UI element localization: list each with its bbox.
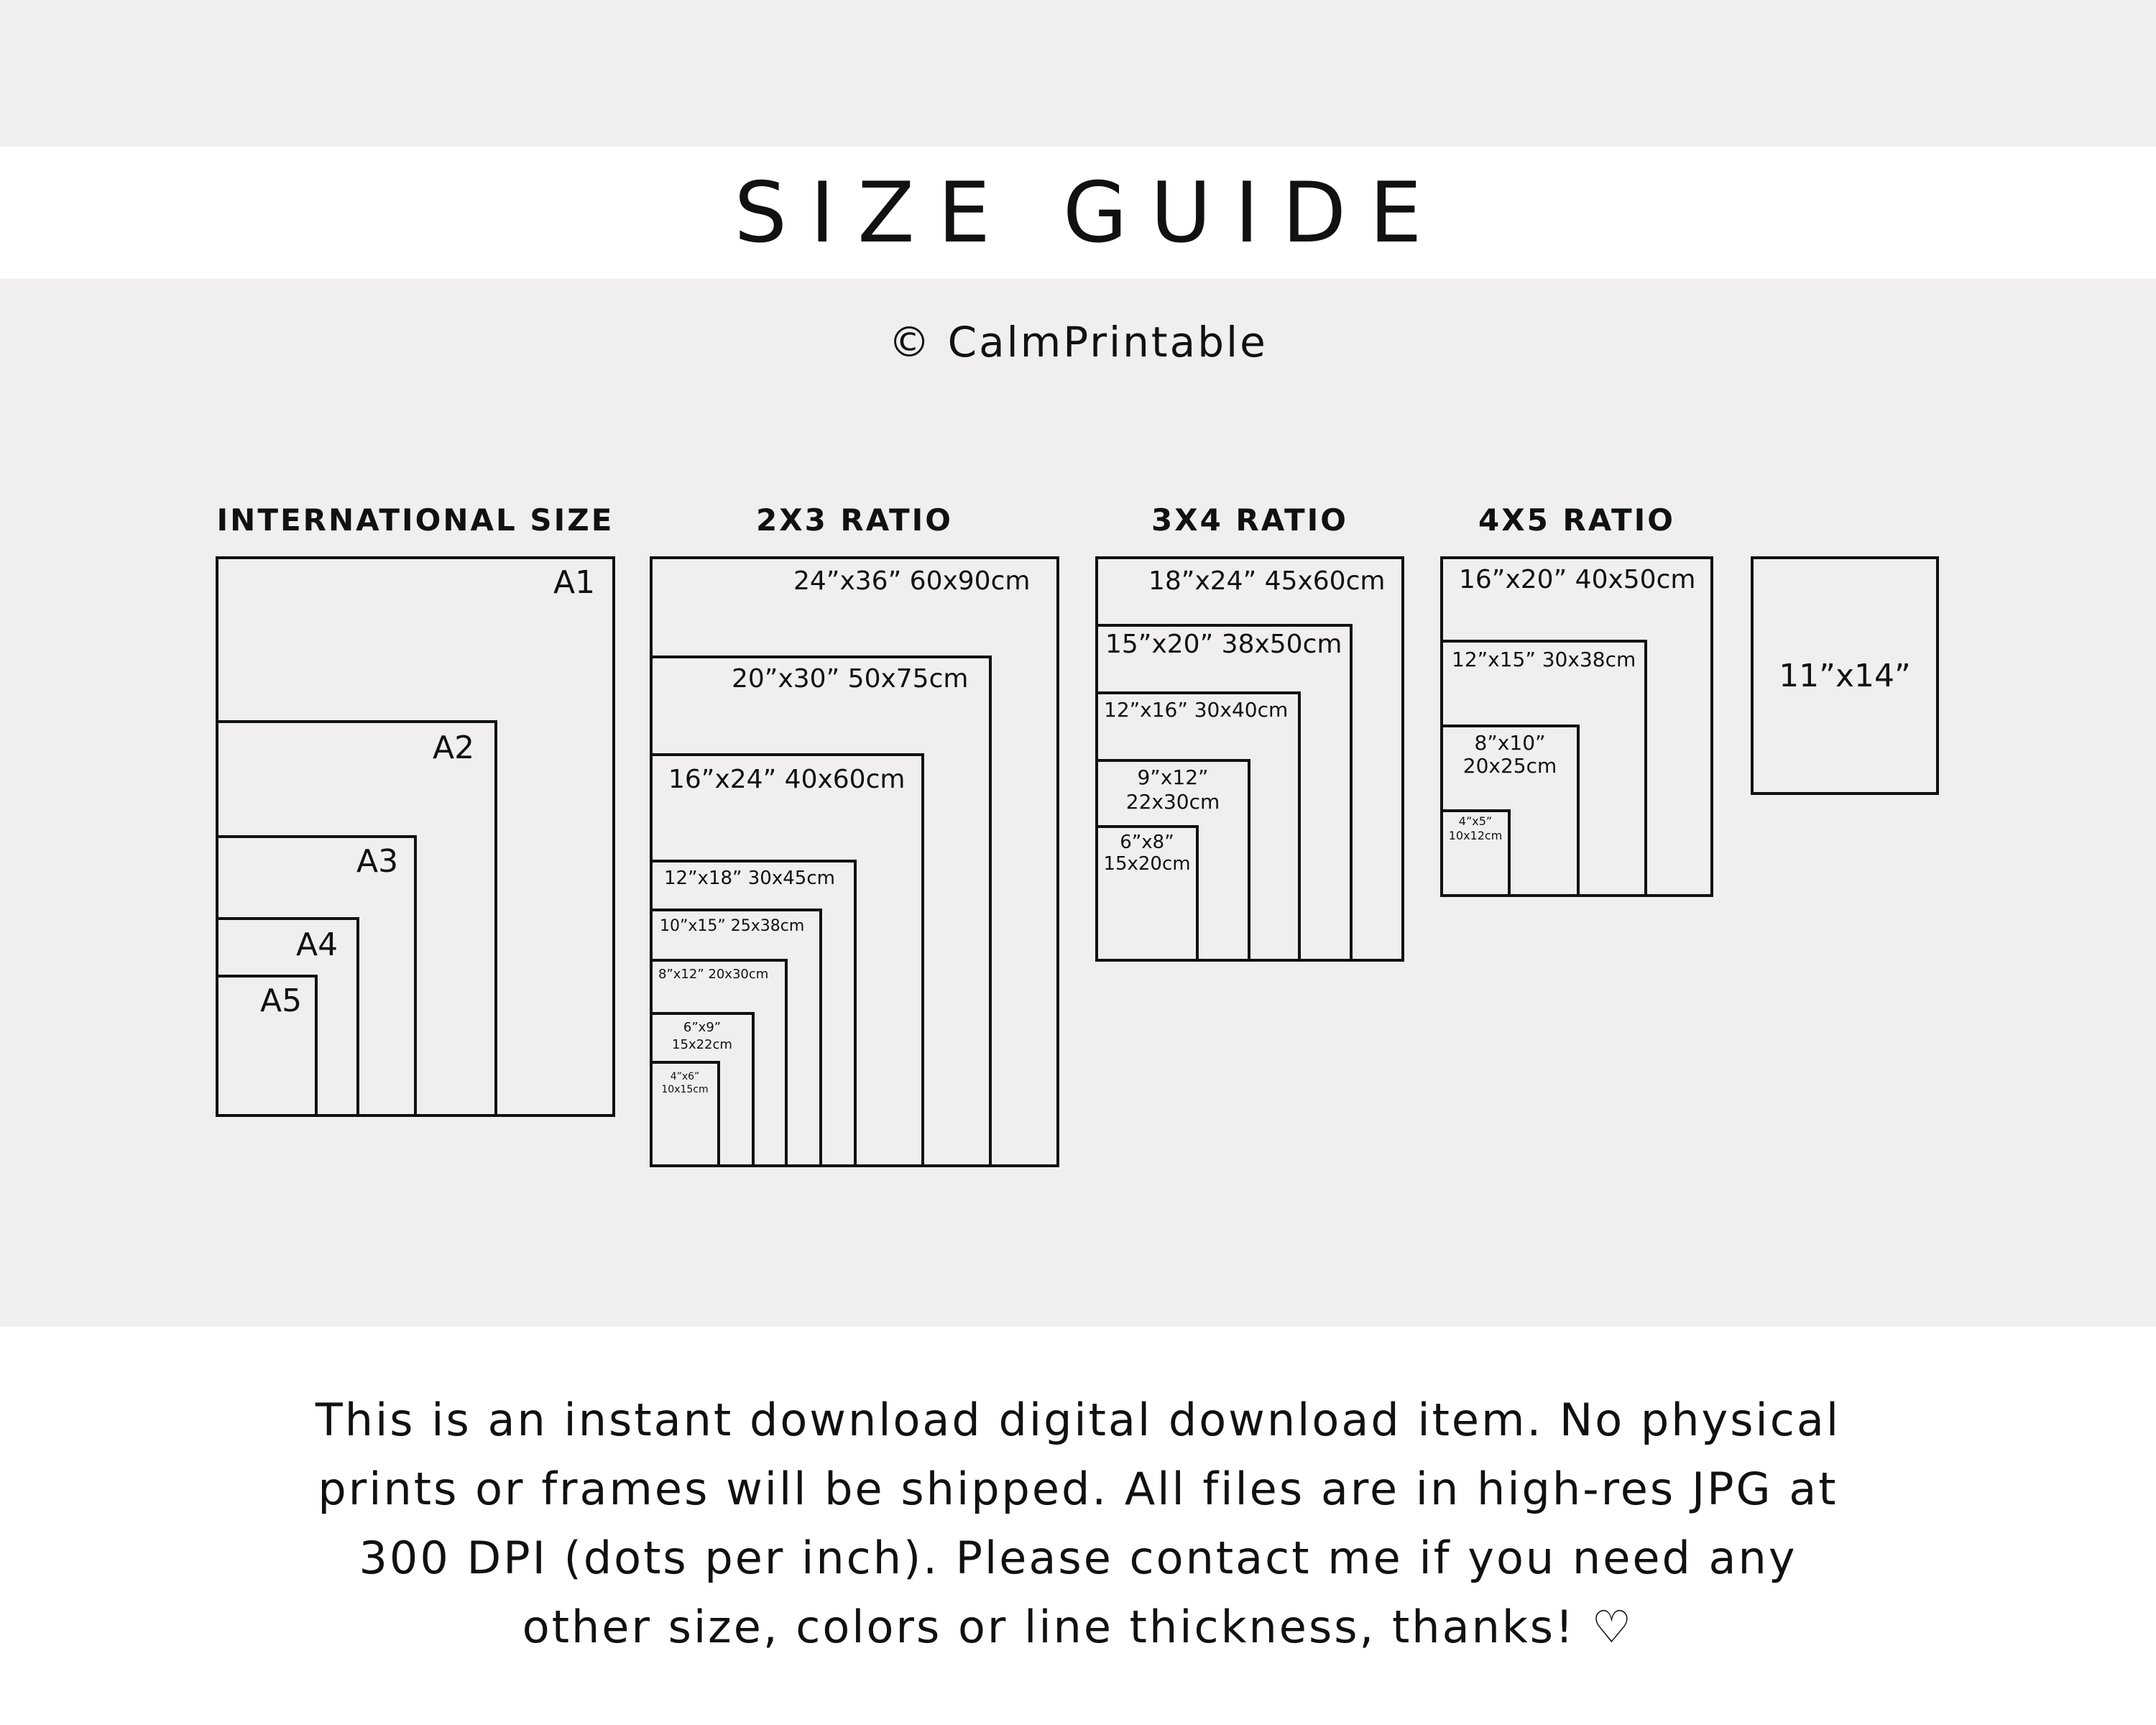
footer-line: 300 DPI (dots per inch). Please contact me if you need any bbox=[359, 1532, 1797, 1584]
page-title: SIZE GUIDE bbox=[734, 165, 1445, 262]
size-label-4x5-in: 4”x5” bbox=[1458, 814, 1493, 828]
group-title-2x3: 2X3 RATIO bbox=[755, 502, 954, 538]
group-title-4x5: 4X5 RATIO bbox=[1478, 502, 1676, 538]
size-label-4x6-in: 4”x6” bbox=[670, 1071, 700, 1082]
footer-note bbox=[259, 1386, 1897, 1662]
size-label-24x36: 24”x36” 60x90cm bbox=[793, 566, 1031, 596]
size-label-a1: A1 bbox=[553, 564, 596, 601]
size-label-4x6-cm: 10x15cm bbox=[661, 1084, 709, 1095]
footer-line: other size, colors or line thickness, thanks! ♡ bbox=[522, 1601, 1634, 1653]
size-label-6x9-in: 6”x9” bbox=[683, 1020, 722, 1035]
size-label-a3: A3 bbox=[356, 843, 399, 880]
group-title-international: INTERNATIONAL SIZE bbox=[216, 502, 614, 538]
size-label-4x5-cm: 10x12cm bbox=[1448, 829, 1503, 842]
size-label-9x12-cm: 22x30cm bbox=[1125, 790, 1220, 814]
footer-line: This is an instant download digital download item. No physical bbox=[315, 1394, 1841, 1446]
group-title-3x4: 3X4 RATIO bbox=[1151, 502, 1349, 538]
size-label-12x18: 12”x18” 30x45cm bbox=[664, 868, 835, 889]
size-label-18x24: 18”x24” 45x60cm bbox=[1148, 566, 1386, 596]
size-label-a4: A4 bbox=[296, 926, 338, 963]
size-label-12x15: 12”x15” 30x38cm bbox=[1452, 648, 1636, 671]
size-label-6x8-in: 6”x8” bbox=[1120, 832, 1174, 853]
size-label-20x30: 20”x30” 50x75cm bbox=[732, 664, 969, 694]
size-label-6x9-cm: 15x22cm bbox=[672, 1037, 732, 1052]
copyright-text: © CalmPrintable bbox=[888, 318, 1268, 367]
size-label-8x10-in: 8”x10” bbox=[1474, 731, 1546, 755]
footer-line: prints or frames will be shipped. All files are in high-res JPG at bbox=[318, 1463, 1838, 1515]
size-label-16x20: 16”x20” 40x50cm bbox=[1459, 565, 1696, 594]
size-label-a5: A5 bbox=[260, 983, 303, 1019]
size-label-11x14: 11”x14” bbox=[1779, 658, 1911, 694]
size-label-6x8-cm: 15x20cm bbox=[1103, 853, 1191, 875]
size-label-9x12-in: 9”x12” bbox=[1137, 765, 1209, 789]
size-label-8x10-cm: 20x25cm bbox=[1462, 754, 1557, 778]
size-label-10x15: 10”x15” 25x38cm bbox=[660, 917, 805, 935]
size-label-16x24: 16”x24” 40x60cm bbox=[668, 765, 906, 794]
size-label-15x20: 15”x20” 38x50cm bbox=[1105, 630, 1342, 659]
size-label-8x12: 8”x12” 20x30cm bbox=[658, 967, 769, 982]
size-label-a2: A2 bbox=[433, 730, 475, 766]
size-label-12x16: 12”x16” 30x40cm bbox=[1104, 698, 1289, 722]
